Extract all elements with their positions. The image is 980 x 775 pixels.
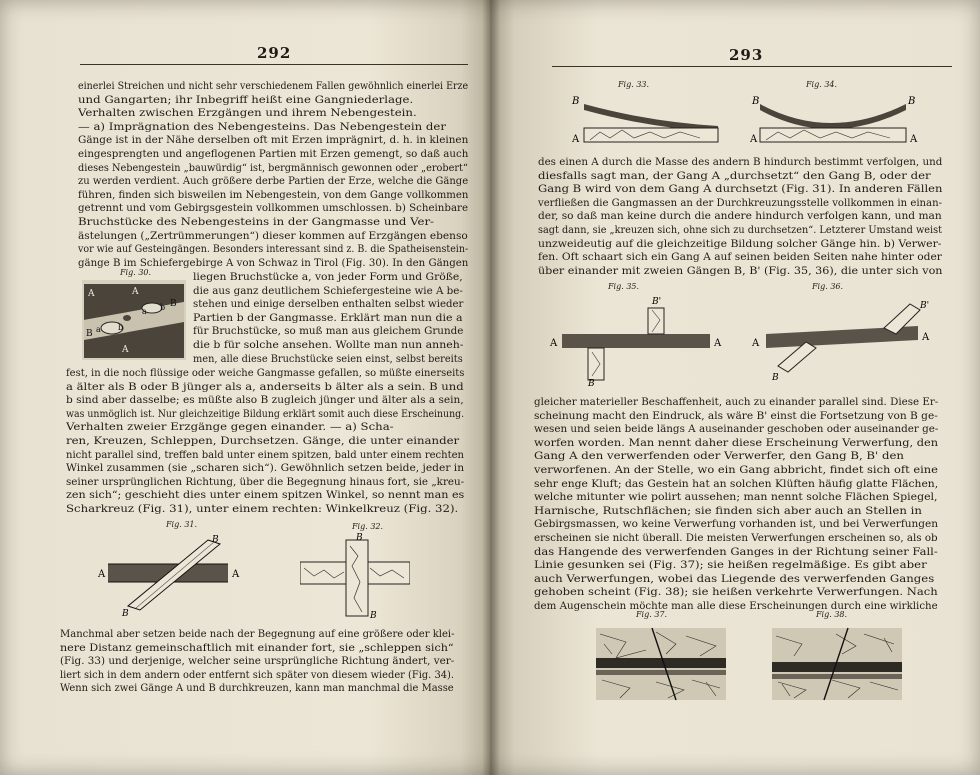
figure-33 xyxy=(570,92,720,158)
fig-label: B xyxy=(572,96,580,107)
text-block xyxy=(538,156,962,278)
text-line: Manchmal aber setzen beide nach der Begegnung auf eine größere oder klei- xyxy=(60,629,455,640)
text-line: ästelungen („Zertrümmerungen“) dieser kommen auf Erzgängen ebenso xyxy=(78,230,468,242)
page-number: 293 xyxy=(729,46,764,64)
text-line: verworfenen. An der Stelle, wo ein Gang abbricht, findet sich oft eine xyxy=(534,464,938,476)
text-line: gehoben scheint (Fig. 38); sie heißen verkehrte Verwerfungen. Nach xyxy=(534,587,938,599)
text-line: Scharkreuz (Fig. 31), unter einem rechten: Winkelkreuz (Fig. 32). xyxy=(66,503,459,515)
text-line: erscheinen sie nicht überall. Die meisten Verwerfungen erscheinen so, als ob xyxy=(534,532,938,544)
text-line: — a) Imprägnation des Nebengesteins. Das Nebengestein der xyxy=(78,121,446,133)
text-line: Wenn sich zwei Gänge A und B durchkreuzen, kann man manchmal die Masse xyxy=(60,683,454,695)
text-line: für Bruchstücke, so muß man aus gleichem Grunde xyxy=(193,326,464,338)
text-block xyxy=(66,367,490,517)
fig-label: A xyxy=(750,134,758,145)
text-line: sagt dann, sie „kreuzen sich, ohne sich zu durchsetzen“. Letzterer Umstand weist xyxy=(538,224,943,236)
fig-label: B xyxy=(772,373,779,383)
figure-caption: Fig. 35. xyxy=(608,282,640,291)
fig-label: B xyxy=(908,96,916,107)
text-line: fen. Oft schaart sich ein Gang A auf seinen beiden Seiten nahe hinter oder xyxy=(538,252,942,264)
text-line: das Hangende des verwerfenden Ganges in der Richtung seiner Fall- xyxy=(534,546,938,558)
right-page xyxy=(490,0,980,775)
text-line: liert sich in dem andern oder entfernt sich später von diesem wieder (Fig. 34). xyxy=(60,669,454,681)
fig-label: A xyxy=(232,569,240,580)
text-line: nicht parallel sind, treffen bald unter einem spitzen, bald unter einem rechten xyxy=(66,449,464,461)
fig-label: b xyxy=(160,303,166,312)
fig-label: A xyxy=(98,569,106,580)
figure-30 xyxy=(82,280,186,364)
figure-37 xyxy=(596,624,726,708)
text-line: auch Verwerfungen, wobei das Liegende des verwerfenden Ganges xyxy=(534,573,935,585)
text-line: Verhalten zweier Erzgänge gegen einander. — a) Scha- xyxy=(66,422,394,434)
text-line: Winkel zusammen (sie „scharen sich“). Gewöhnlich setzen beide, jeder in xyxy=(66,463,465,475)
fig-label: B xyxy=(86,329,93,339)
figure-caption: Fig. 30. xyxy=(120,268,152,277)
fig-label: B xyxy=(212,535,219,545)
text-block xyxy=(78,80,490,270)
fig-label: b xyxy=(118,323,124,332)
figure-35 xyxy=(548,294,728,390)
text-line: führen, finden sich bisweilen im Nebengestein, von dem Gange vollkommen xyxy=(78,189,469,201)
text-line: men, alle diese Bruchstücke seien einst, selbst bereits xyxy=(193,353,463,365)
fig-label: A xyxy=(132,287,139,297)
text-line: (Fig. 33) und derjenige, welcher seine ursprüngliche Richtung ändert, ver- xyxy=(60,656,455,668)
fig-label: A xyxy=(572,134,580,145)
fig-label: A xyxy=(922,332,930,343)
text-line: liegen Bruchstücke a, von jeder Form und Größe, xyxy=(193,272,463,283)
text-line: zen sich“; geschieht dies unter einem spitzen Winkel, so nennt man es xyxy=(66,490,465,502)
text-line: Harnische, Rutschflächen; sie finden sich aber auch an Stellen in xyxy=(534,505,922,517)
text-line: zu werden verdient. Auch größere derbe Partien der Erze, welche die Gänge xyxy=(78,176,469,188)
text-line: sehr enge Kluft; das Gestein hat an solchen Klüften häufig glatte Flächen, xyxy=(534,478,939,490)
text-line: Linie gesunken sei (Fig. 37); sie heißen regelmäßige. Es gibt aber xyxy=(534,560,927,572)
text-line: Verhalten zwischen Erzgängen und ihrem Nebengestein. xyxy=(78,108,417,120)
fig-label: B' xyxy=(920,301,930,311)
text-line: über einander mit zweien Gängen B, B' (Fig. 35, 36), die unter sich von xyxy=(538,265,943,277)
text-line: a älter als B oder B jünger als a, anderseits b älter als a sein. B und xyxy=(66,381,464,393)
text-line: verfließen die Gangmassen an der Durchkreuzungsstelle vollkommen in einan- xyxy=(538,197,942,209)
text-line: scheinung macht den Eindruck, als wäre B' einst die Fortsetzung von B ge- xyxy=(534,410,938,422)
fig-label: A xyxy=(550,338,558,349)
fig-label: A xyxy=(714,338,722,349)
text-line: nere Distanz gemeinschaftlich mit einander fort, sie „schleppen sich“ xyxy=(60,642,454,654)
text-line: und Gangarten; ihr Inbegriff heißt eine Gangniederlage. xyxy=(78,94,414,106)
fig-label: A xyxy=(122,345,129,355)
figure-caption: Fig. 36. xyxy=(812,282,844,291)
text-block xyxy=(60,628,467,696)
text-line: ren, Kreuzen, Schleppen, Durchsetzen. Gänge, die unter einander xyxy=(66,435,460,447)
figure-34 xyxy=(750,92,920,158)
figure-caption: Fig. 37. xyxy=(636,610,668,619)
text-line: Bruchstücke des Nebengesteins in der Gangmasse und Ver- xyxy=(78,216,435,228)
fig-label: A xyxy=(88,289,95,299)
figure-caption: Fig. 32. xyxy=(352,522,384,531)
fig-label: B xyxy=(170,299,177,309)
text-line: worfen worden. Man nennt daher diese Erscheinung Verwerfung, den xyxy=(534,437,939,449)
figure-36 xyxy=(750,296,936,388)
text-block xyxy=(534,396,939,614)
text-line: Gebirgsmassen, wo keine Verwerfung vorhanden ist, und bei Verwerfungen xyxy=(534,519,939,531)
text-line: Gang A den verwerfenden oder Verwerfer, den Gang B, B' den xyxy=(534,451,904,463)
figure-caption: Fig. 31. xyxy=(166,520,198,529)
text-line: diesfalls sagt man, der Gang A „durchsetzt“ den Gang B, oder der xyxy=(538,170,931,182)
text-line: Partien b der Gangmasse. Erklärt man nun die a xyxy=(193,312,463,324)
text-line: unzweideutig auf die gleichzeitige Bildung solcher Gänge hin. b) Verwer- xyxy=(538,238,942,250)
text-line: was unmöglich ist. Nur gleichzeitige Bildung erklärt somit auch diese Erscheinung. xyxy=(66,408,465,420)
fig-label: a xyxy=(142,307,147,316)
text-line: die b für solche ansehen. Wollte man nun anneh- xyxy=(193,339,464,351)
text-line: gänge B im Schiefergebirge A von Schwaz in Tirol (Fig. 30). In den Gängen xyxy=(78,257,469,269)
text-line: eingesprengten und angeflogenen Partien mit Erzen gemengt, so daß auch xyxy=(78,148,469,160)
fig-label: B xyxy=(752,96,760,107)
text-line: getrennt und vom Gebirgsgestein vollkommen umschlossen. b) Scheinbare xyxy=(78,203,469,215)
figure-caption: Fig. 34. xyxy=(806,80,838,89)
fig-label: A xyxy=(910,134,918,145)
text-line: der, so daß man keine durch die andere hindurch verfolgen kann, und man xyxy=(538,211,942,223)
text-line: seiner ursprünglichen Richtung, über die Begegnung hinaus fort, sie „kreu- xyxy=(66,476,465,488)
figure-caption: Fig. 33. xyxy=(618,80,650,89)
page-number: 292 xyxy=(257,44,292,62)
text-line: einerlei Streichen und nicht sehr verschiedenem Fallen gewöhnlich einerlei Erze xyxy=(78,81,469,92)
text-line: dieses Nebengestein „bauwürdig“ ist, bergmännisch gewonnen oder „erobert“ xyxy=(78,162,468,174)
text-line: wesen und seien beide längs A auseinander geschoben oder auseinander ge- xyxy=(534,424,939,436)
fig-label: A xyxy=(752,338,760,349)
text-line: dem Augenschein möchte man alle diese Erscheinungen durch eine wirkliche xyxy=(534,600,938,612)
text-line: welche mitunter wie polirt aussehen; man nennt solche Flächen Spiegel, xyxy=(534,492,938,504)
figure-caption: Fig. 38. xyxy=(816,610,848,619)
book-gutter xyxy=(482,0,500,775)
figure-32 xyxy=(300,532,410,624)
text-line: b sind aber dasselbe; es müßte also B zugleich jünger und älter als a sein, xyxy=(66,395,464,407)
fig-label: a xyxy=(96,325,101,334)
fig-label: B xyxy=(356,533,363,543)
figure-38 xyxy=(772,624,902,708)
text-line: Gang B wird von dem Gang A durchsetzt (Fig. 31). In anderen Fällen xyxy=(538,184,943,196)
text-line: gleicher materieller Beschaffenheit, auch zu einander parallel sind. Diese Er- xyxy=(534,397,939,408)
text-line: die aus ganz deutlichem Schiefergesteine wie A be- xyxy=(193,285,463,297)
text-line: vor wie auf Gesteingängen. Besonders interessant sind z. B. die Spatheisenstein- xyxy=(78,244,469,256)
text-line: fest, in die noch flüssige oder weiche Gangmasse gefallen, so müßte einerseits xyxy=(66,368,465,379)
text-line: Gänge ist in der Nähe derselben oft mit Erzen imprägnirt, d. h. in kleinen xyxy=(78,135,469,147)
fig-label: B xyxy=(370,611,377,620)
text-line: des einen A durch die Masse des andern B hindurch bestimmt verfolgen, und xyxy=(538,157,943,168)
text-block xyxy=(193,271,474,366)
figure-31 xyxy=(96,532,246,622)
header-rule xyxy=(80,64,468,65)
fig-label: B xyxy=(588,379,595,386)
header-rule xyxy=(552,66,952,67)
fig-label: B' xyxy=(652,297,662,307)
text-line: stehen und einige derselben enthalten selbst wieder xyxy=(193,299,464,311)
fig-label: B xyxy=(122,609,129,618)
